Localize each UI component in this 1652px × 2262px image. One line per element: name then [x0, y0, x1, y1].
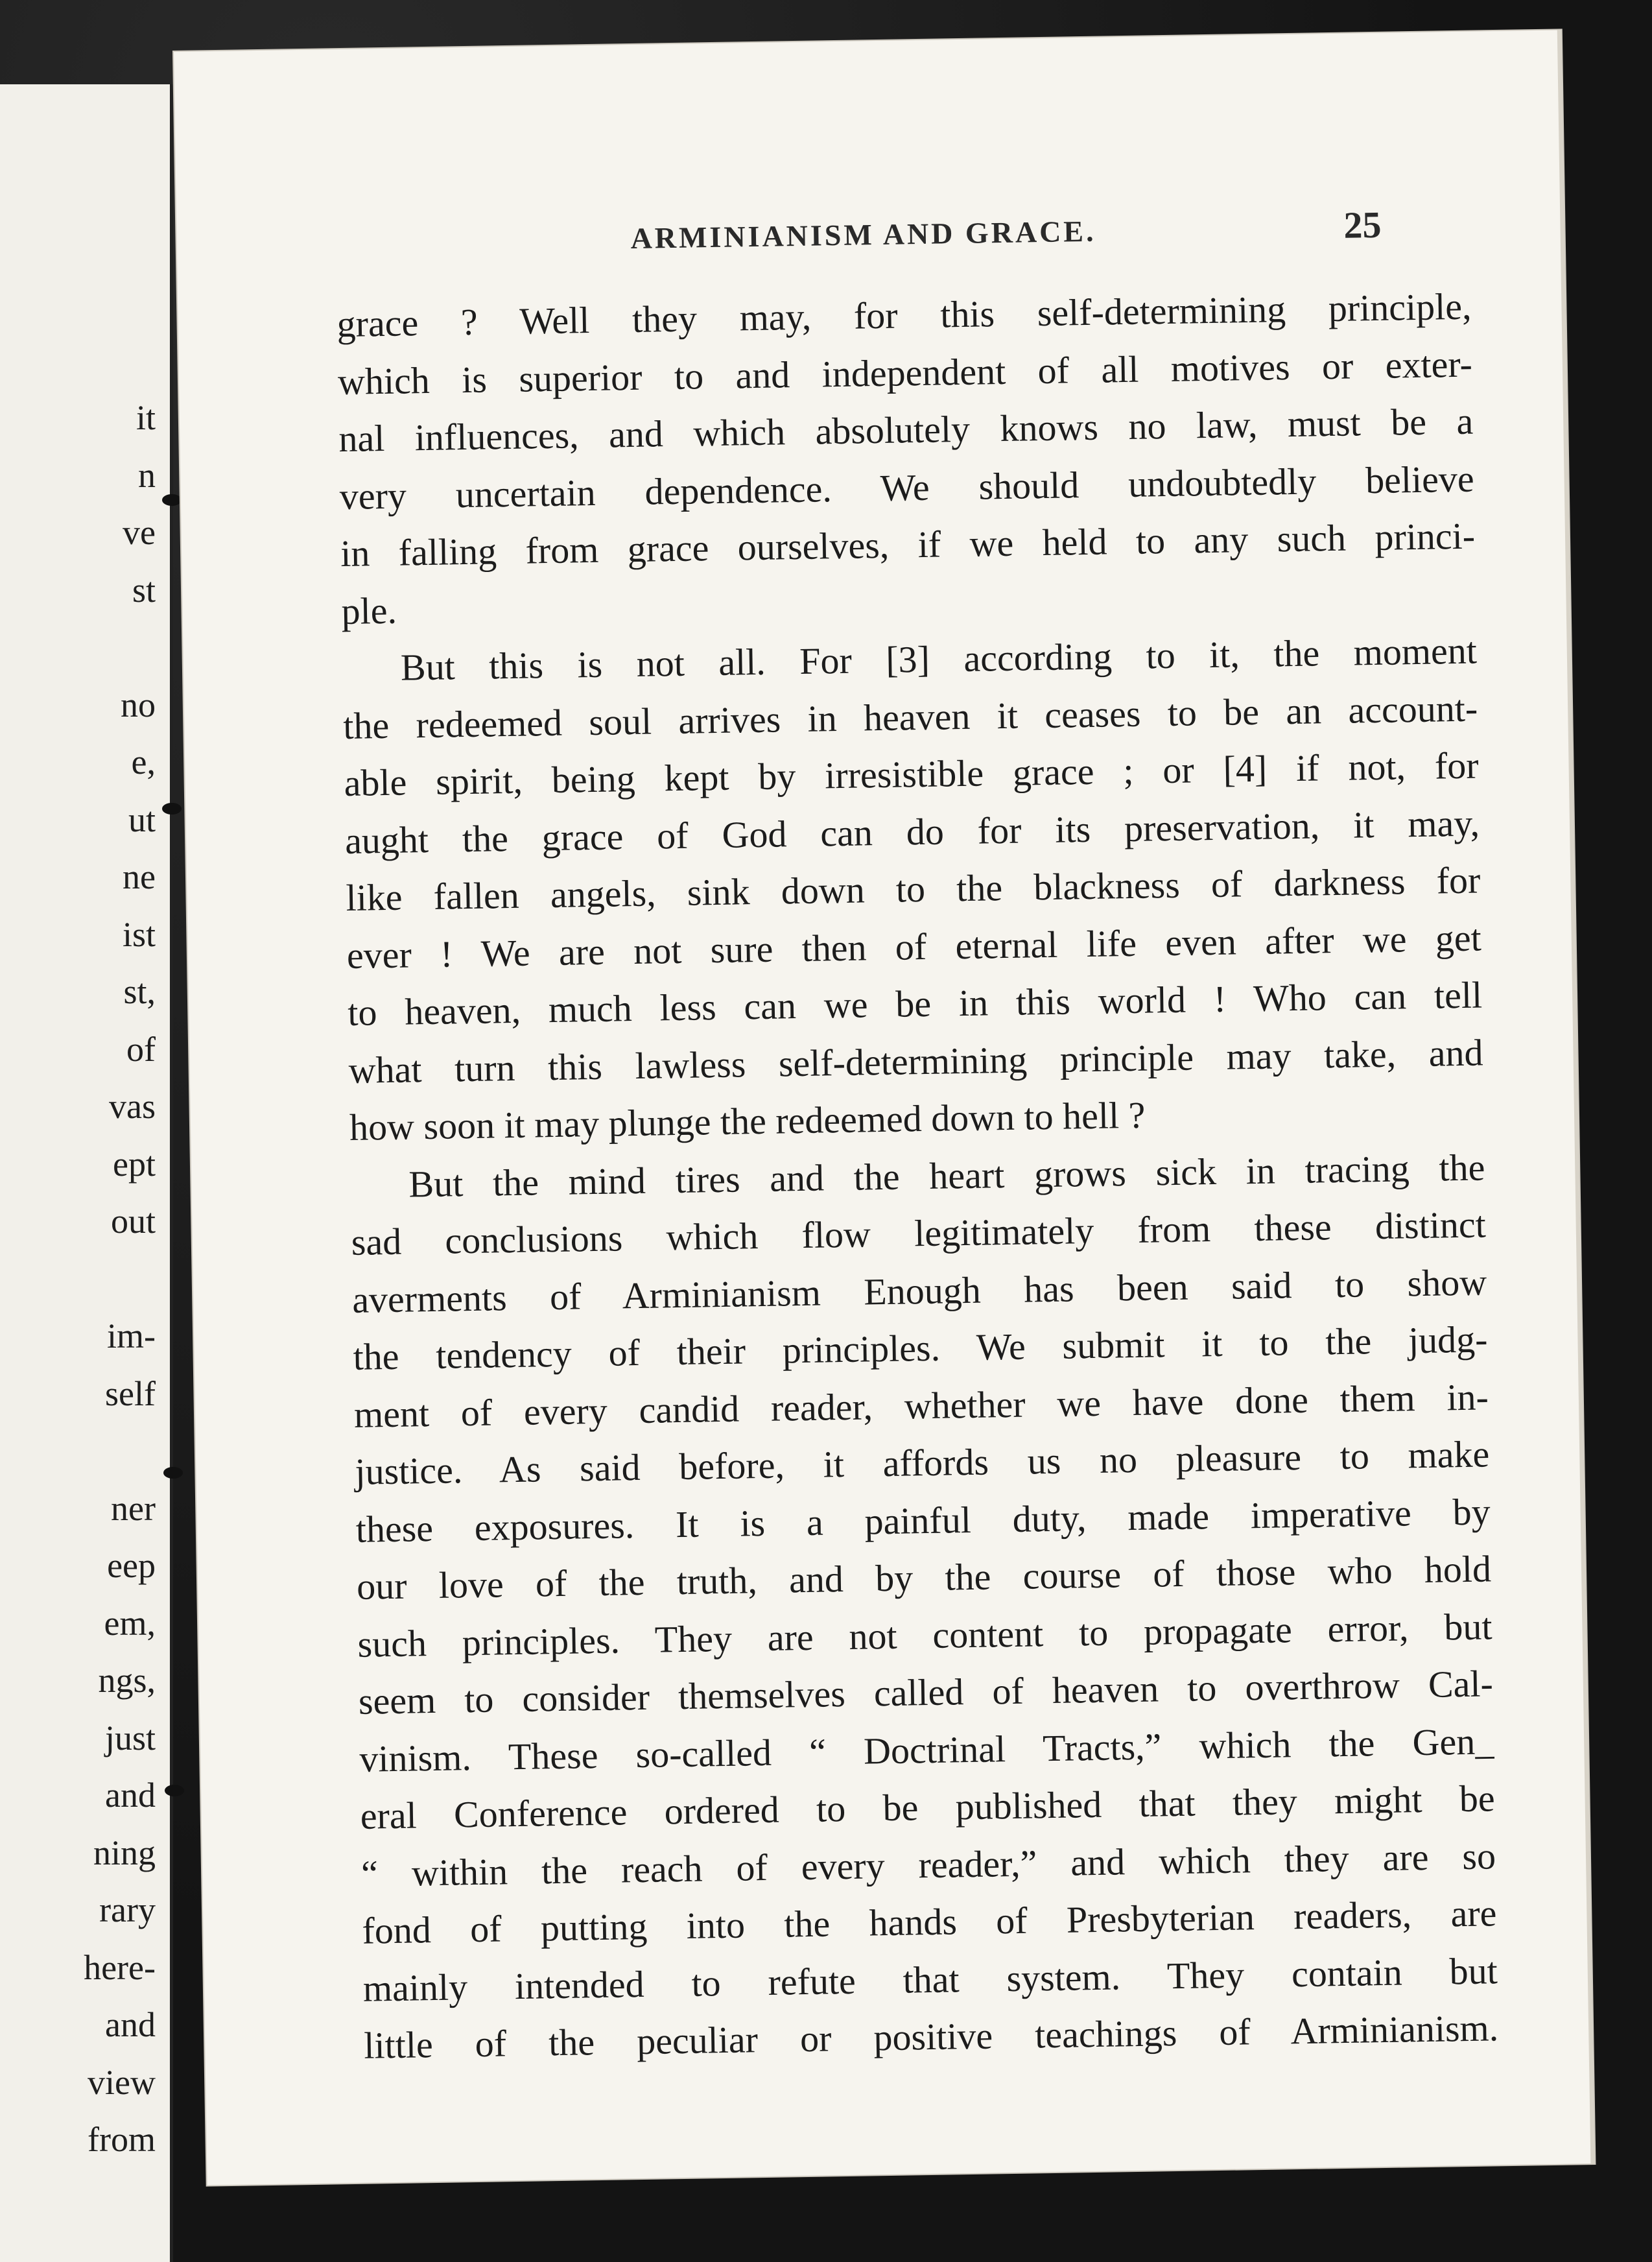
text-line: ple. [341, 589, 397, 632]
text-line: to heaven, much less can we be in this world ! Who can tell [347, 973, 1483, 1034]
fragment-line [0, 619, 156, 676]
fragment-line: ut [128, 800, 156, 839]
fragment-line: of [126, 1029, 156, 1069]
binding-stitch [165, 1785, 184, 1796]
fragment-line: and [105, 2005, 156, 2044]
text-line: ever ! We are not sure then of eternal life even after we get [346, 916, 1482, 977]
fragment-line: n [138, 455, 156, 495]
fragment-line: view [88, 2062, 156, 2102]
fragment-line: st [132, 570, 156, 610]
text-line: nal influences, and which absolutely knows no law, must be a [338, 399, 1474, 460]
text-line: in falling from grace ourselves, if we held to any such princi- [340, 514, 1476, 575]
text-line: what turn this lawless self-determining principle may take, and [348, 1030, 1483, 1091]
text-line: mainly intended to refute that system. They contain but [362, 1949, 1498, 2010]
fragment-line: out [110, 1202, 156, 1241]
text-line: which is superior to and independent of all motives or exter- [337, 342, 1473, 403]
text-line: able spirit, being kept by irresistible grace ; or [4] if not, for [344, 744, 1480, 805]
text-line: very uncertain dependence. We should undoubtedly believe [339, 457, 1475, 518]
text-line: ment of every candid reader, whether we have done them in- [353, 1375, 1489, 1436]
fragment-line: and [105, 1776, 156, 1815]
fragment-line: ept [113, 1144, 156, 1184]
fragment-line: ning [93, 1833, 156, 1872]
fragment-line: here- [84, 1947, 156, 1987]
fragment-line: eep [107, 1546, 156, 1585]
fragment-line [0, 1250, 156, 1308]
facing-page-text-fragments [0, 389, 156, 2169]
fragment-line: ner [111, 1488, 156, 1528]
text-line: grace ? Well they may, for this self-determining principle, [336, 285, 1472, 346]
fragment-line: ngs, [98, 1661, 156, 1700]
text-line: our love of the truth, and by the course of those who hold [356, 1547, 1492, 1608]
fragment-line: ve [123, 513, 156, 552]
fragment-line: it [136, 398, 156, 437]
fragment-line: ne [123, 857, 156, 896]
text-line: justice. As said before, it affords us no pleasure to make [354, 1433, 1490, 1493]
text-line: like fallen angels, sink down to the blackness of darkness for [346, 859, 1481, 919]
text-line: But the mind tires and the heart grows sick in tracing the [408, 1145, 1485, 1206]
page-number: 25 [1343, 203, 1382, 246]
fragment-line: from [88, 2120, 156, 2159]
fragment-line: just [104, 1718, 156, 1757]
binding-stitch [163, 1467, 183, 1479]
fragment-line: self [105, 1374, 156, 1413]
fragment-line: e, [131, 743, 156, 781]
fragment-line: no [121, 685, 156, 724]
book-page [174, 30, 1594, 2185]
binding-stitch [162, 803, 182, 815]
binding-stitch [162, 494, 182, 506]
fragment-line: rary [99, 1890, 156, 1929]
binding-gutter [170, 84, 173, 2262]
fragment-line: em, [104, 1603, 156, 1643]
text-line: seem to consider themselves called of heaven to overthrow Cal- [358, 1662, 1494, 1722]
fragment-line: st, [123, 972, 156, 1011]
fragment-line: vas [109, 1087, 156, 1126]
fragment-line: im- [107, 1316, 156, 1355]
text-line: “ within the reach of every reader,” and which they are so [360, 1834, 1496, 1895]
text-line: the redeemed soul arrives in heaven it ceases to be an account- [342, 687, 1478, 747]
text-line: fond of putting into the hands of Presbyterian readers, are [362, 1892, 1497, 1952]
text-line: vinism. These so-called “ Doctrinal Tracts,” which the Gen_ [359, 1719, 1494, 1780]
text-line: such principles. They are not content to propagate error, but [357, 1604, 1493, 1665]
text-line: how soon it may plunge the redeemed down to hell ? [349, 1093, 1146, 1149]
text-line: averments of Arminianism Enough has been said to show [351, 1260, 1487, 1321]
text-line: eral Conference ordered to be published that they might be [360, 1777, 1496, 1837]
text-line: little of the peculiar or positive teachings of Arminianism. [363, 2006, 1499, 2067]
fragment-line [0, 1422, 156, 1480]
text-line: the tendency of their principles. We submit it to the judg- [353, 1318, 1488, 1378]
text-line: these exposures. It is a painful duty, made imperative by [355, 1490, 1491, 1551]
text-line: But this is not all. For [3] according to it, the moment [400, 629, 1478, 689]
running-head-title: ARMINIANISM AND GRACE. [630, 214, 1096, 255]
text-line: aught the grace of God can do for its preservation, it may, [344, 802, 1480, 862]
running-header [176, 200, 1564, 274]
fragment-line: ist [122, 914, 156, 954]
body-text [336, 278, 1499, 2075]
facing-page-left [0, 84, 170, 2262]
text-line: sad conclusions which flow legitimately from these distinct [351, 1203, 1487, 1263]
